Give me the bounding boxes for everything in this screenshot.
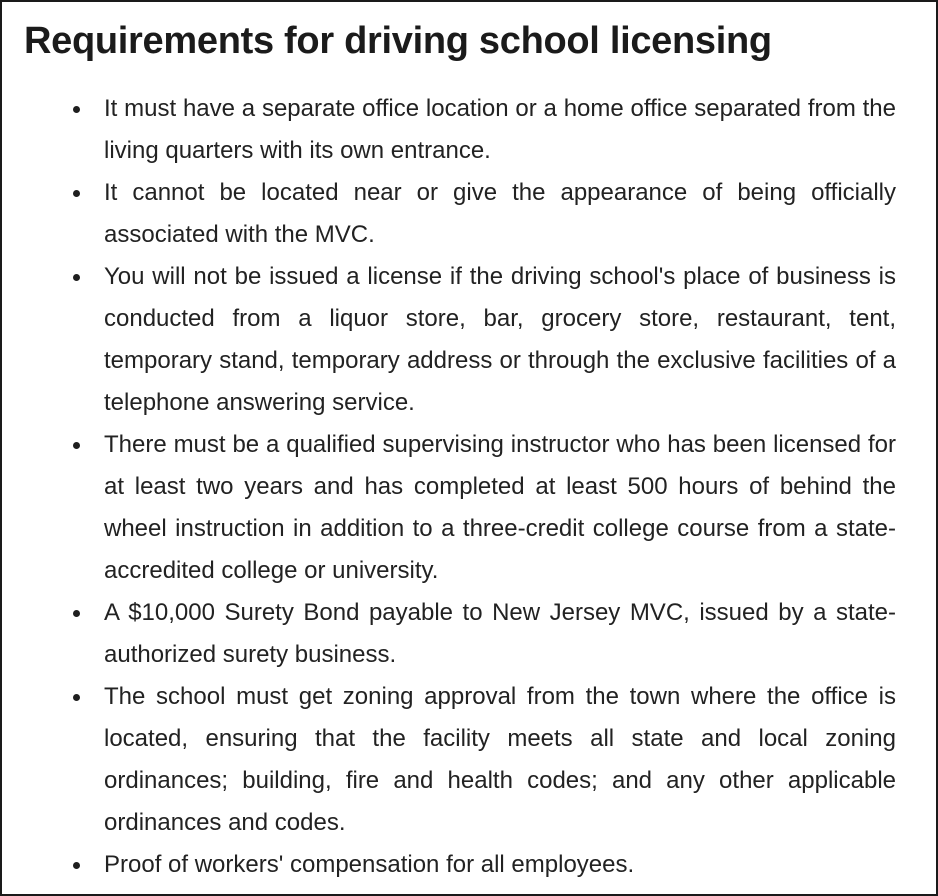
- list-item: [104, 592, 896, 676]
- requirement-text: You will not be issued a license if the driving school's place of business is conducted from a liquor store, bar, grocery store, restaurant, tent, temporary stand, temporary address or through the exclusive facilities of a telephone answering service.: [104, 263, 896, 416]
- requirement-text: A $10,000 Surety Bond payable to New Jersey MVC, issued by a state-authorized surety business.: [104, 599, 896, 668]
- requirement-text: It must have a separate office location or a home office separated from the living quarters with its own entrance.: [104, 95, 896, 164]
- requirement-text: The school must get zoning approval from the town where the office is located, ensuring that the facility meets all state and local zoning ordinances; building, fire and health codes; and any other applicable ordinances and codes.: [104, 683, 896, 836]
- bullet-icon: [73, 610, 80, 617]
- list-item: [104, 88, 896, 172]
- list-item: [104, 844, 896, 886]
- requirement-text: There must be a qualified supervising instructor who has been licensed for at least two years and has completed at least 500 hours of behind the wheel instruction in addition to a three-credit college course from a state-accredited college or university.: [104, 431, 896, 584]
- requirement-text: Proof of workers' compensation for all employees.: [104, 851, 635, 878]
- list-item: [104, 256, 896, 424]
- list-item: [104, 676, 896, 844]
- list-item: [104, 172, 896, 256]
- list-item: [104, 424, 896, 592]
- requirement-text: It cannot be located near or give the appearance of being officially associated with the MVC.: [104, 179, 896, 248]
- bullet-icon: [73, 694, 80, 701]
- bullet-icon: [73, 106, 80, 113]
- bullet-icon: [73, 274, 80, 281]
- page-title: Requirements for driving school licensing: [24, 20, 772, 62]
- requirements-list: [24, 88, 896, 886]
- bullet-icon: [73, 862, 80, 869]
- bullet-icon: [73, 442, 80, 449]
- bullet-icon: [73, 190, 80, 197]
